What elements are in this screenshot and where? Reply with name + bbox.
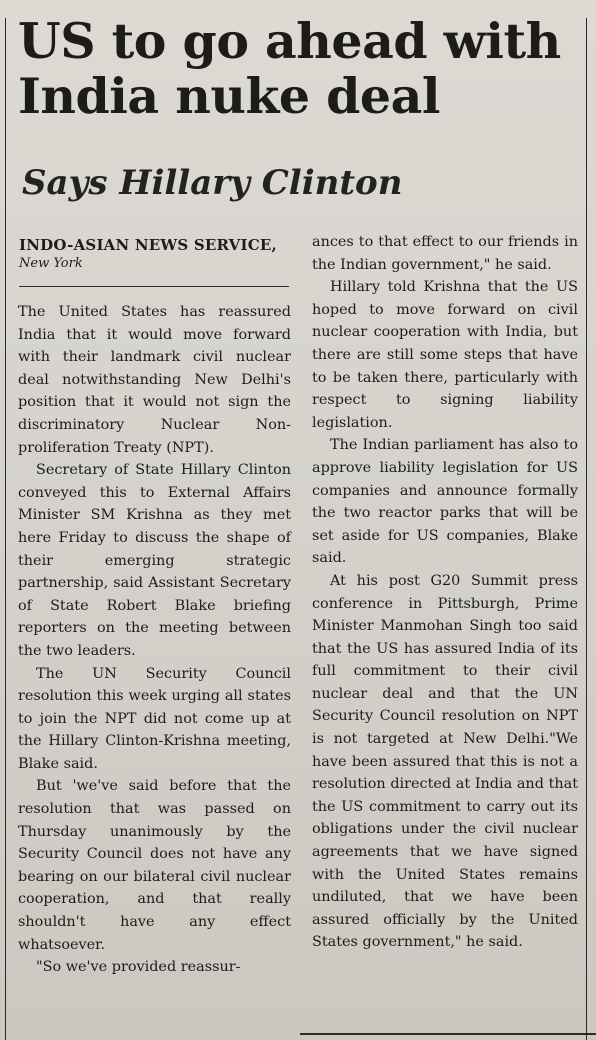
paragraph: Hillary told Krishna that the US hoped to move forward on civil nuclear cooperation with India, but there are still some steps that have to be taken there, particularly with respect to signing liability legislation. (312, 279, 578, 431)
paragraph: At his post G20 Summit press conference in Pittsburgh, Prime Minister Manmohan Singh too said that the US has assured India of its full commitment to their civil nuclear deal and that the UN Security Council resolution on NPT is not targeted at New Delhi."We have been assured that this is not a resolution directed at India and that the US commitment to carry out its obligations under the civil nuclear agreements that we have signed with the United States remains undiluted, that we have been assured officially by the United States government," he said. (312, 572, 578, 951)
byline-block (19, 235, 287, 273)
byline-agency: INDO-ASIAN NEWS SERVICE, (19, 236, 277, 254)
paragraph: The UN Security Council resolution this week urging all states to join the NPT did not come up at the Hillary Clinton-Krishna meeting, Blake said. (18, 665, 291, 772)
article-column-left (18, 301, 291, 979)
headline: US to go ahead with India nuke deal (18, 12, 561, 125)
byline-rule (19, 286, 289, 287)
paragraph: Secretary of State Hillary Clinton conveyed this to External Affairs Minister SM Krishna as they met here Friday to discuss the shape of their emerging strategic partnership, said Assistant Secretary of State Robert Blake briefing reporters on the meeting between the two leaders. (18, 462, 291, 659)
subheadline: Says Hillary Clinton (22, 163, 403, 203)
paragraph: The Indian parliament has also to approve liability legislation for US companies and announce formally the two reactor parks that will be set aside for US companies, Blake said. (312, 437, 578, 567)
article-column-right (312, 231, 578, 954)
paragraph: The United States has reassured India that it would move forward with their landmark civil nuclear deal notwithstanding New Delhi's position that it would not sign the discriminatory Nuclear Non-proliferation Treaty (NPT). (18, 304, 291, 456)
paragraph: "So we've provided reassur- (36, 959, 241, 976)
paragraph: But 'we've said before that the resolution that was passed on Thursday unanimously by the Security Council does not have any bearing on our bilateral civil nuclear cooperation, and that really shouldn't have any effect whatsoever. (18, 778, 291, 953)
right-column-rule (586, 18, 587, 1040)
left-column-rule (5, 18, 6, 1040)
paragraph: ances to that effect to our friends in the Indian government," he said. (312, 234, 578, 273)
dateline: New York (19, 256, 83, 271)
bottom-rule (300, 1033, 596, 1035)
